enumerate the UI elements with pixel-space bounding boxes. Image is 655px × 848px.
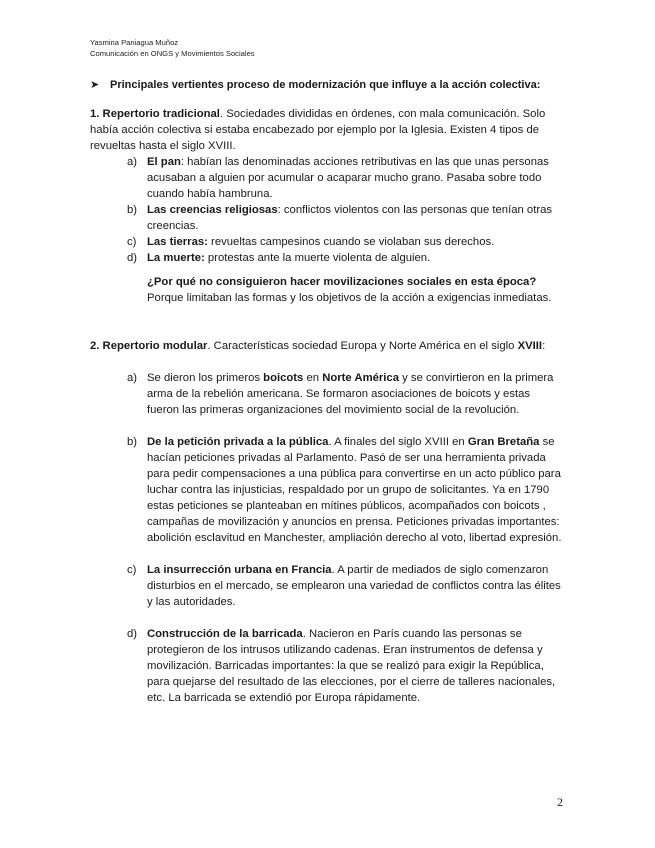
section-title-text: Principales vertientes proceso de modernización que influye a la acción colectiva: bbox=[110, 79, 541, 91]
section2-list bbox=[90, 370, 565, 706]
list-item: a) Se dieron los primeros boicots en Norte América y se convirtieron en la primera arma de la rebelión americana. Se formaron asociaciones de boicots y estas fueron las primeras organizaciones del movimiento social de la revolución. bbox=[127, 372, 554, 416]
section-title bbox=[90, 77, 565, 93]
page-header bbox=[90, 38, 255, 59]
question-block bbox=[90, 274, 565, 306]
header-author: Yasmina Paniagua Muñoz bbox=[90, 38, 179, 47]
section1-heading: 1. Repertorio tradicional bbox=[90, 108, 220, 120]
section1-intro: 1. Repertorio tradicional. Sociedades divididas en órdenes, con mala comunicación. Solo había acción colectiva si estaba encabezado por ejemplo por la Iglesia. Existen 4 tipos de revueltas hasta el siglo XVIII. bbox=[90, 108, 546, 152]
document-body bbox=[90, 77, 565, 722]
answer-text: Porque limitaban las formas y los objetivos de la acción a exigencias inmediatas. bbox=[147, 292, 552, 304]
list-item: d) Construcción de la barricada. Nacieron en París cuando las personas se protegieron de los intrusos utilizando cadenas. Eran instrumentos de defensa y movilización. Barricadas importantes: la que se realizó para exigir la República, para quejarse del resultado de las elecciones, por el cierre de talleres nacionales, etc. La barricada se extendió por Europa rápidamente. bbox=[127, 628, 556, 704]
list-item: d) La muerte: protestas ante la muerte violenta de alguien. bbox=[127, 252, 431, 264]
section2-heading: 2. Repertorio modular bbox=[90, 340, 208, 352]
list-item: b) Las creencias religiosas: conflictos violentos con las personas que tenían otras creencias. bbox=[127, 204, 553, 232]
list-item: c) La insurrección urbana en Francia. A partir de mediados de siglo comenzaron disturbios en el mercado, se emplearon una variedad de conflictos contra las élites y las autoridades. bbox=[127, 564, 561, 608]
arrow-bullet-icon: ➤ bbox=[90, 79, 100, 91]
list-item: a) El pan: habían las denominadas acciones retributivas en las que unas personas acusaban a alguien por acumular o acaparar mucho grano. Pasaba sobre todo cuando había hambruna. bbox=[127, 156, 549, 200]
section1-list bbox=[90, 154, 565, 266]
header-course: Comunicación en ONGS y Movimientos Sociales bbox=[90, 48, 255, 58]
list-item: b) De la petición privada a la pública. A finales del siglo XVIII en Gran Bretaña se hacían peticiones privadas al Parlamento. Pasó de ser una herramienta privada para pedir compensaciones a una pública para convertirse en un acto público para luchar contra las injusticias, respaldado por un grupo de solicitantes. Ya en 1790 estas peticiones se planteaban en mítines públicos, acompañados con boicots , campañas de movilización y anuncios en prensa. Peticiones privadas importantes: abolición esclavitud en Manchester, ampliación derecho al voto, libertad expresión. bbox=[127, 436, 562, 544]
list-item: c) Las tierras: revueltas campesinos cuando se violaban sus derechos. bbox=[127, 236, 495, 248]
section2-intro: 2. Repertorio modular. Características sociedad Europa y Norte América en el siglo XVIII: bbox=[90, 340, 546, 352]
page-number: 2 bbox=[557, 795, 563, 809]
question-text: ¿Por qué no consiguieron hacer movilizaciones sociales en esta época? bbox=[147, 276, 537, 288]
